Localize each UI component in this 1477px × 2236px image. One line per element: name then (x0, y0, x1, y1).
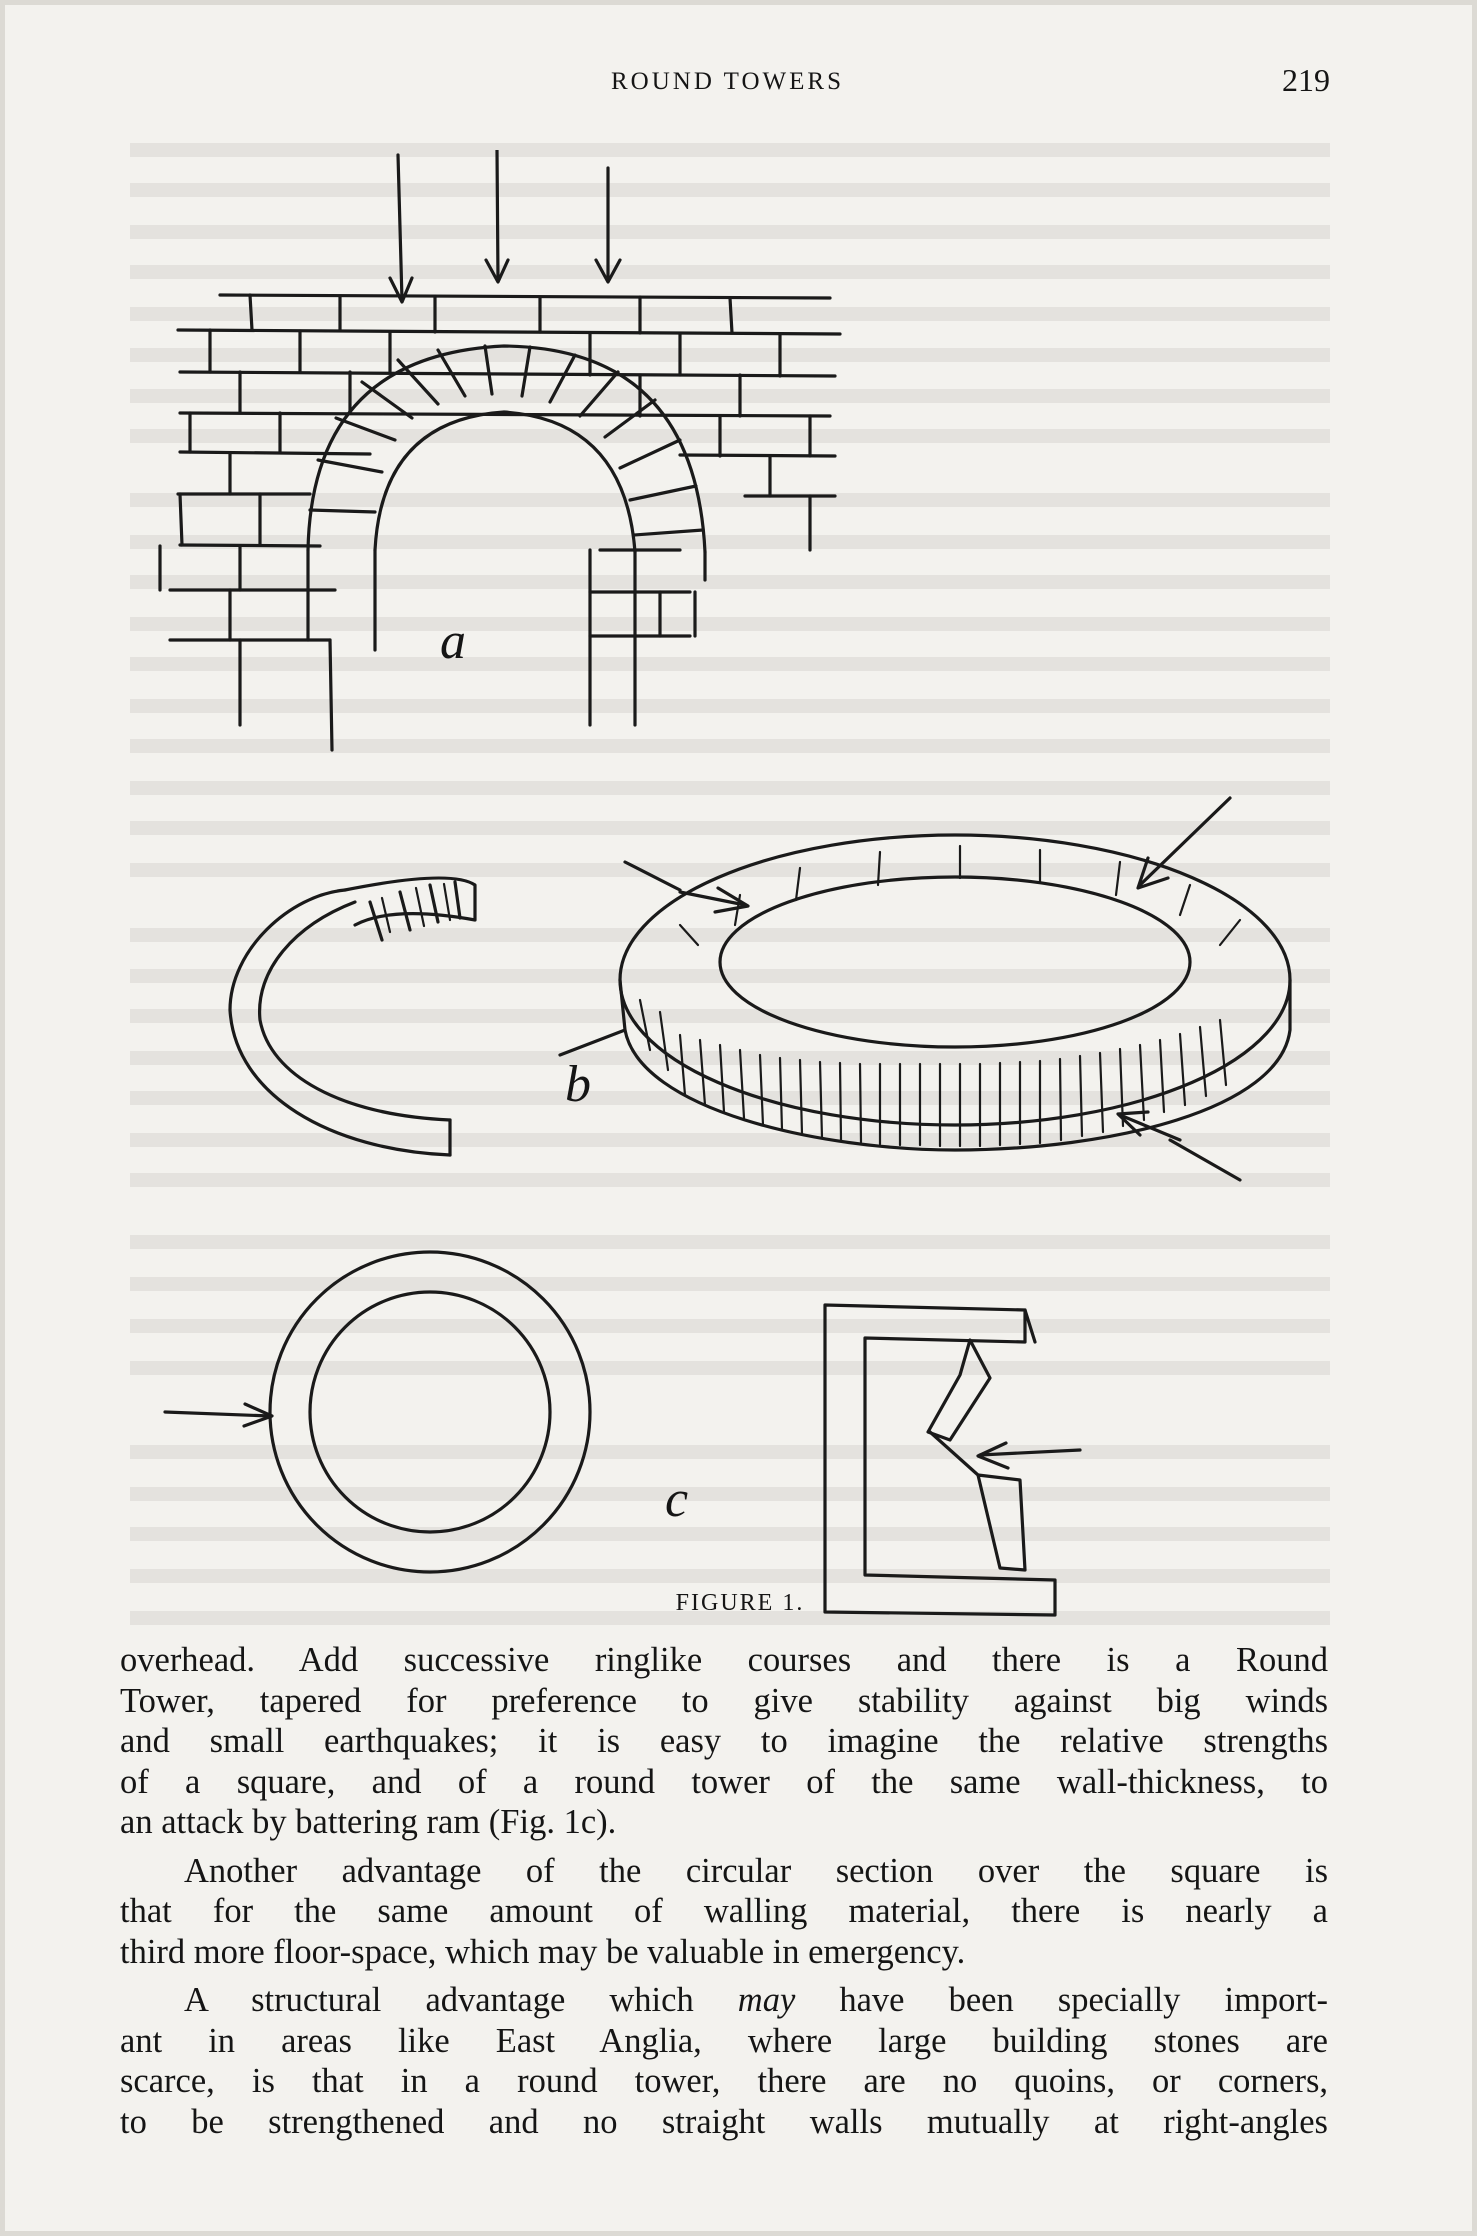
page-number: 219 (1282, 62, 1330, 98)
text-line: ant in areas like East Anglia, where large building stones are (120, 2021, 1328, 2060)
text-line: that for the same amount of walling material, there is nearly a (120, 1892, 1328, 1930)
text-line: overhead. Add successive ringlike courses and there is a Round (120, 1641, 1328, 1679)
page-header (125, 62, 1330, 108)
figure-drawing (120, 150, 1360, 1640)
emphasis-may: may (737, 1981, 796, 2019)
running-title: ROUND TOWERS (610, 68, 844, 95)
figure-label-c: c (665, 1471, 689, 1528)
text-line: Another advantage of the circular section over the square is (184, 1851, 1328, 1890)
paragraph-3 (120, 1980, 1328, 2142)
paragraph-1 (120, 1640, 1328, 1843)
figure-caption: FIGURE 1. (675, 1590, 805, 1616)
text-line: scarce, is that in a round tower, there are no quoins, or corners, (120, 2062, 1328, 2100)
paragraph-2 (120, 1851, 1328, 1973)
text-line: third more floor-space, which may be valuable in emergency. (120, 1932, 966, 1971)
figure-1 (120, 150, 1360, 1640)
text-segment: have been specially import- (795, 1981, 1328, 2019)
ring-section-drawing (230, 798, 1290, 1180)
text-line: of a square, and of a round tower of the same wall-thickness, to (120, 1762, 1328, 1801)
text-line: and small earthquakes; it is easy to imagine the relative strengths (120, 1722, 1328, 1760)
text-line (120, 1980, 1328, 2021)
text-line: to be strengthened and no straight walls mutually at right-angles (120, 2102, 1328, 2141)
body-text (120, 1640, 1328, 2150)
arch-load-arrows (390, 150, 620, 302)
text-line: Tower, tapered for preference to give stability against big winds (120, 1681, 1328, 1720)
ram-comparison-drawing (165, 1252, 1080, 1615)
figure-label-b: b (565, 1056, 591, 1113)
text-line: an attack by battering ram (Fig. 1c). (120, 1803, 617, 1841)
text-segment: A structural advantage which (184, 1981, 738, 2019)
ring-hatching (640, 846, 1240, 1146)
arch-drawing (160, 150, 840, 750)
figure-label-a: a (440, 613, 466, 670)
